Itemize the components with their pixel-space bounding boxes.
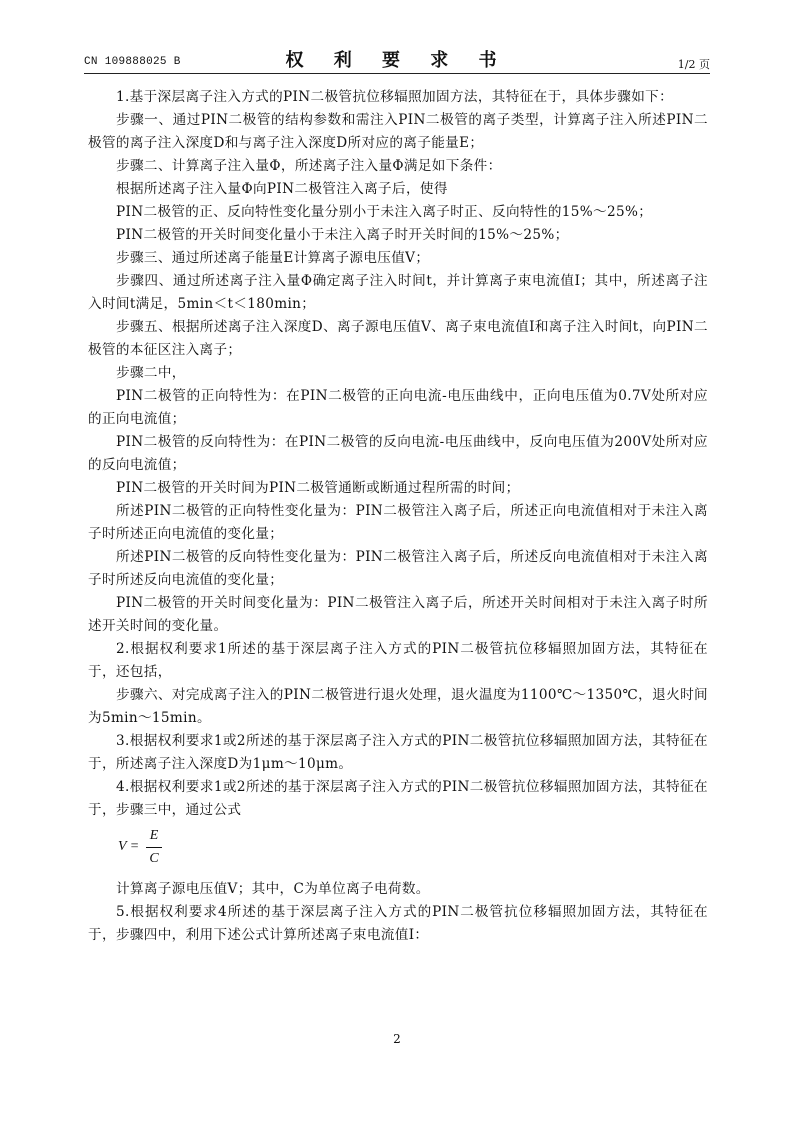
formula-denominator: C xyxy=(149,851,159,866)
claim-paragraph: 步骤三、通过所述离子能量E计算离子源电压值V； xyxy=(116,250,430,266)
claim-paragraph: 步骤二、计算离子注入量Φ，所述离子注入量Φ满足如下条件： xyxy=(116,158,502,174)
claim-paragraph: 所述PIN二极管的正向特性变化量为：PIN二极管注入离子后，所述正向电流值相对于未注入离子时所述正向电流值的变化量； xyxy=(88,503,708,542)
formula-lhs: V = xyxy=(118,839,140,854)
claim-paragraph: 所述PIN二极管的反向特性变化量为：PIN二极管注入离子后，所述反向电流值相对于未注入离子时所述反向电流值的变化量； xyxy=(88,549,708,588)
claim-paragraph: 2.根据权利要求1所述的基于深层离子注入方式的PIN二极管抗位移辐照加固方法，其特征在于，还包括， xyxy=(88,641,708,680)
claim-paragraph: PIN二极管的正向特性为：在PIN二极管的正向电流-电压曲线中，正向电压值为0.7V处所对应的正向电流值； xyxy=(88,388,708,427)
claim-paragraph: 5.根据权利要求4所述的基于深层离子注入方式的PIN二极管抗位移辐照加固方法，其特征在于，步骤四中，利用下述公式计算所述离子束电流值I： xyxy=(88,904,708,943)
page-header xyxy=(84,44,710,74)
claim-paragraph: 步骤六、对完成离子注入的PIN二极管进行退火处理，退火温度为1100℃～1350℃，退火时间为5min～15min。 xyxy=(88,687,708,726)
formula-numerator: E xyxy=(149,828,159,843)
header-rule xyxy=(84,73,710,74)
document-title: 权 利 要 求 书 xyxy=(285,50,509,71)
page-indicator: 1/2 页 xyxy=(677,58,710,71)
claim-paragraph: PIN二极管的开关时间为PIN二极管通断或断通过程所需的时间； xyxy=(116,480,520,496)
claim-paragraph: PIN二极管的反向特性为：在PIN二极管的反向电流-电压曲线中，反向电压值为200V处所对应的反向电流值； xyxy=(88,434,708,473)
claim-paragraph: 4.根据权利要求1或2所述的基于深层离子注入方式的PIN二极管抗位移辐照加固方法，其特征在于，步骤三中，通过公式 xyxy=(88,779,708,818)
claim-paragraph: 计算离子源电压值V；其中，C为单位离子电荷数。 xyxy=(116,881,430,897)
claim-paragraph: 步骤四、通过所述离子注入量Φ确定离子注入时间t，并计算离子束电流值I；其中，所述离子注入时间t满足，5min＜t＜180min； xyxy=(88,273,708,312)
claim-paragraph: 步骤一、通过PIN二极管的结构参数和需注入PIN二极管的离子类型，计算离子注入所述PIN二极管的离子注入深度D和与离子注入深度D所对应的离子能量E； xyxy=(88,112,708,151)
claim-paragraph: PIN二极管的正、反向特性变化量分别小于未注入离子时正、反向特性的15%～25%； xyxy=(116,204,653,220)
fraction-bar xyxy=(146,847,162,848)
patent-number: CN 109888025 B xyxy=(84,56,181,68)
claim-paragraph: 根据所述离子注入量Φ向PIN二极管注入离子后，使得 xyxy=(116,181,448,197)
claim-paragraph: PIN二极管的开关时间变化量为：PIN二极管注入离子后，所述开关时间相对于未注入离子时所述开关时间的变化量。 xyxy=(88,595,708,634)
claim-paragraph: PIN二极管的开关时间变化量小于未注入离子时开关时间的15%～25%； xyxy=(116,227,569,243)
formula-fraction xyxy=(146,826,162,869)
claim-paragraph: 步骤二中， xyxy=(116,365,186,381)
voltage-formula xyxy=(118,826,708,872)
page-number: 2 xyxy=(393,1032,401,1046)
claim-paragraph: 步骤五、根据所述离子注入深度D、离子源电压值V、离子束电流值I和离子注入时间t，向PIN二极管的本征区注入离子； xyxy=(88,319,708,358)
claims-body xyxy=(88,86,708,947)
claim-paragraph: 1.基于深层离子注入方式的PIN二极管抗位移辐照加固方法，其特征在于，具体步骤如下： xyxy=(116,89,674,105)
claim-paragraph: 3.根据权利要求1或2所述的基于深层离子注入方式的PIN二极管抗位移辐照加固方法，其特征在于，所述离子注入深度D为1μm～10μm。 xyxy=(88,733,708,772)
